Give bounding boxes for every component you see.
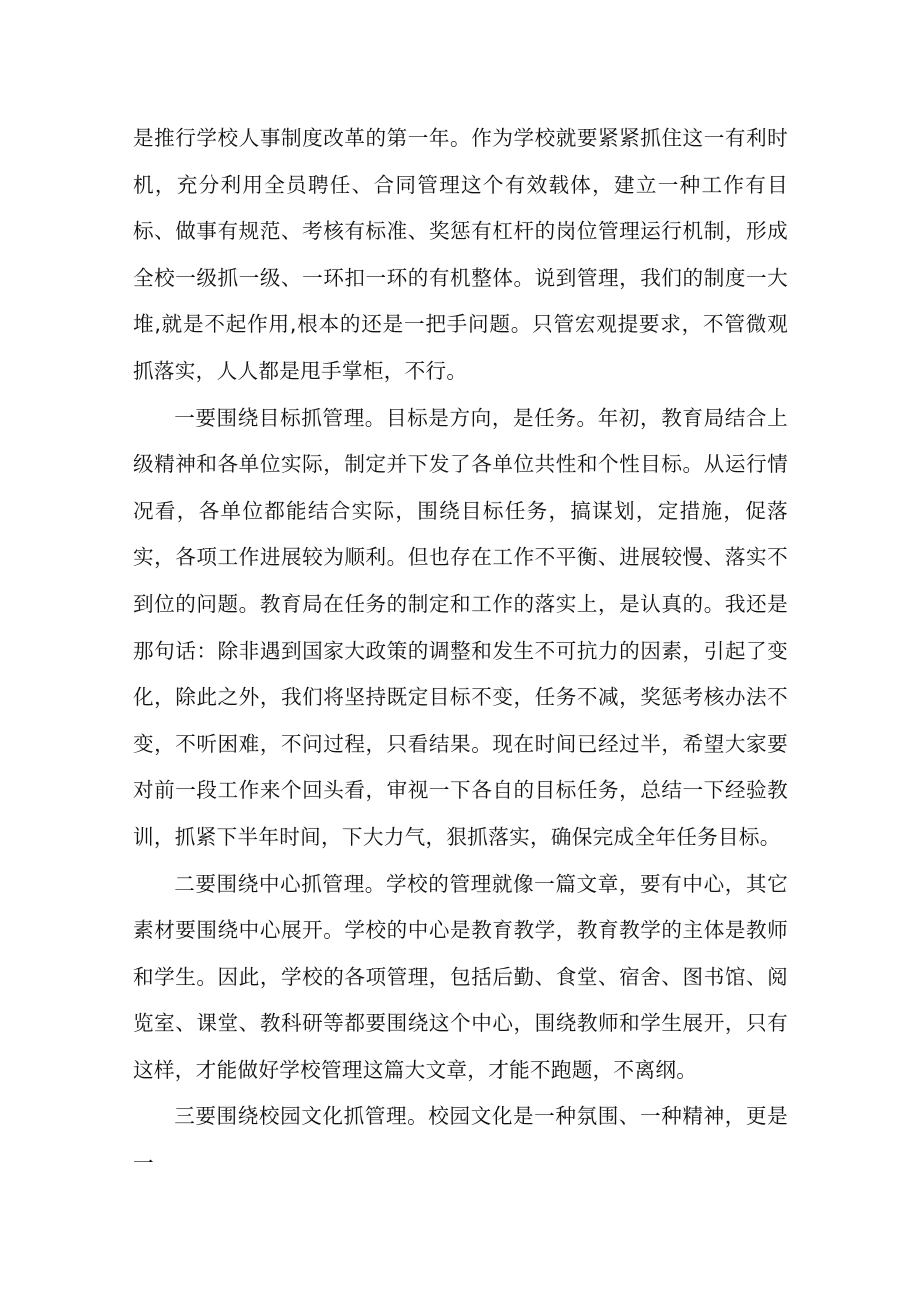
paragraph-goal-management: 一要围绕目标抓管理。目标是方向，是任务。年初，教育局结合上级精神和各单位实际，制定并下发了各单位共性和个性目标。从运行情况看，各单位都能结合实际，围绕目标任务，搞谋划，定措施，促落实，各项工作进展较为顺利。但也存在工作不平衡、进展较慢、落实不到位的问题。教育局在任务的制定和工作的落实上，是认真的。我还是那句话：除非遇到国家大政策的调整和发生不可抗力的因素，引起了变化，除此之外，我们将坚持既定目标不变，任务不减，奖惩考核办法不变，不听困难，不问过程，只看结果。现在时间已经过半，希望大家要对前一段工作来个回头看，审视一下各自的目标任务，总结一下经验教训，抓紧下半年时间，下大力气，狠抓落实，确保完成全年任务目标。 bbox=[133, 405, 788, 849]
document-body bbox=[133, 115, 788, 1187]
paragraph-center-management: 二要围绕中心抓管理。学校的管理就像一篇文章，要有中心，其它素材要围绕中心展开。学校的中心是教育教学，教育教学的主体是教师和学生。因此，学校的各项管理，包括后勤、食堂、宿舍、图书馆、阅览室、课堂、教科研等都要围绕这个中心，围绕教师和学生展开，只有这样，才能做好学校管理这篇大文章，才能不跑题，不离纲。 bbox=[133, 871, 788, 1082]
paragraph-campus-culture: 三要围绕校园文化抓管理。校园文化是一种氛围、一种精神，更是一 bbox=[133, 1104, 788, 1176]
paragraph-continuation: 是推行学校人事制度改革的第一年。作为学校就要紧紧抓住这一有利时机，充分利用全员聘任、合同管理这个有效载体，建立一种工作有目标、做事有规范、考核有标准、奖惩有杠杆的岗位管理运行机制，形成全校一级抓一级、一环扣一环的有机整体。说到管理，我们的制度一大堆,就是不起作用,根本的还是一把手问题。只管宏观提要求，不管微观抓落实，人人都是甩手掌柜，不行。 bbox=[133, 126, 788, 383]
